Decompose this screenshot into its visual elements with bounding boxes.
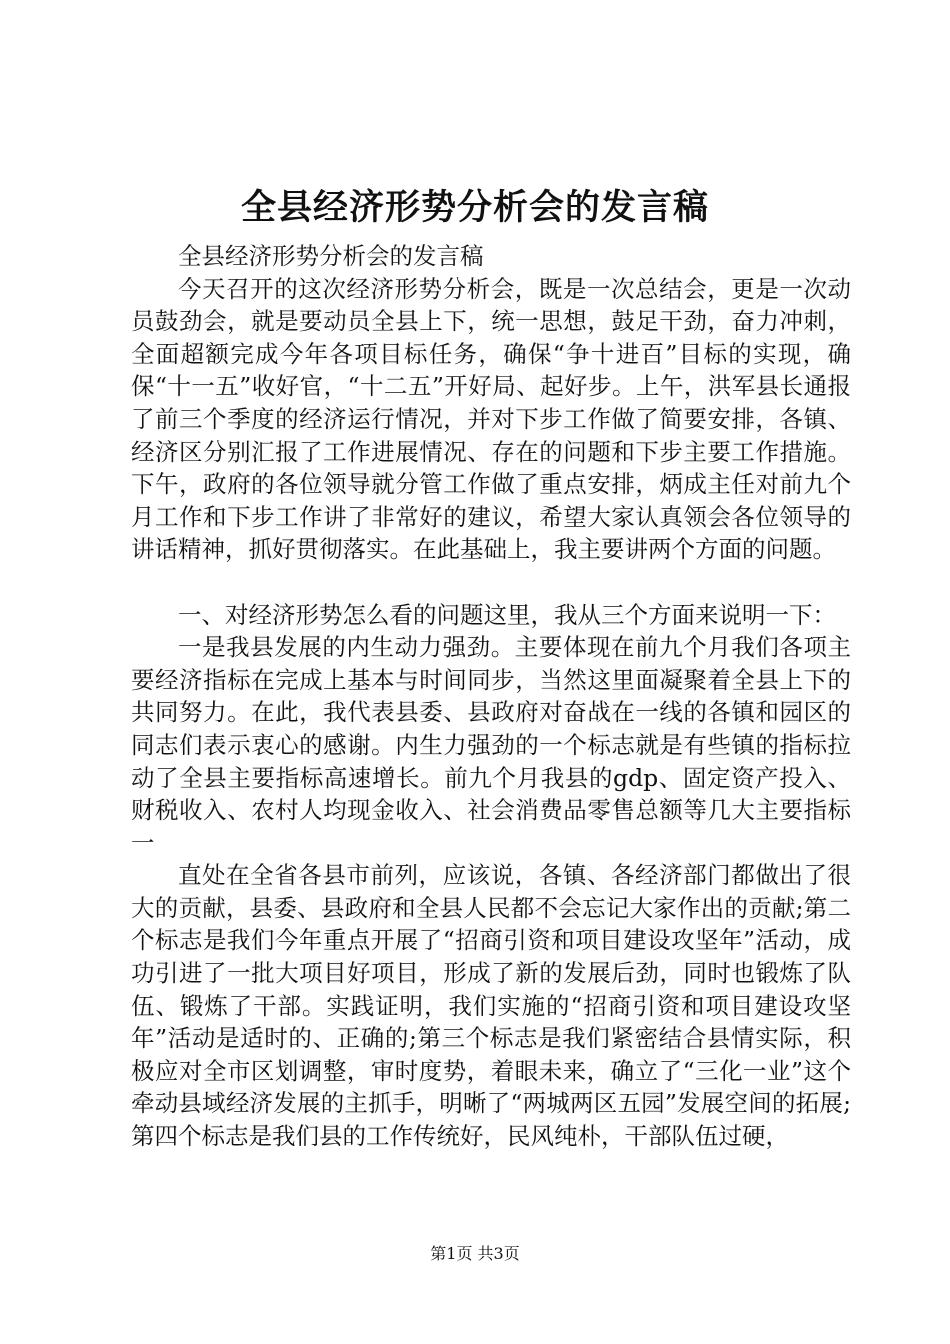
document-subtitle: 全县经济形势分析会的发言稿 [178, 242, 484, 270]
paragraph-point-1-continued: 直处在全省各县市前列，应该说，各镇、各经济部门都做出了很大的贡献，县委、县政府和全县人民都不会忘记大家作出的贡献;第二个标志是我们今年重点开展了“招商引资和项目建设攻坚年”活动，成功引进了一批大项目好项目，形成了新的发展后劲，同时也锻炼了队伍、锻炼了干部。实践证明，我们实施的“招商引资和项目建设攻坚年”活动是适时的、正确的;第三个标志是我们紧密结合县情实际，积极应对全市区划调整，审时度势，着眼未来，确立了“三化一业”这个牵动县域经济发展的主抓手，明晰了“两城两区五园”发展空间的拓展;第四个标志是我们县的工作传统好，民风纯朴，干部队伍过硬， [131, 861, 851, 1151]
section-heading-1: 一、对经济形势怎么看的问题这里，我从三个方面来说明一下： [178, 600, 836, 629]
page-title: 全县经济形势分析会的发言稿 [240, 187, 709, 228]
paragraph-intro: 今天召开的这次经济形势分析会，既是一次总结会，更是一次动员鼓劲会，就是要动员全县上下，统一思想，鼓足干劲，奋力冲刺，全面超额完成今年各项目标任务，确保“争十进百”目标的实现，确保“十一五”收好官，“十二五”开好局、起好步。上午，洪军县长通报了前三个季度的经济运行情况，并对下步工作做了简要安排，各镇、经济区分别汇报了工作进展情况、存在的问题和下步主要工作措施。下午，政府的各位领导就分管工作做了重点安排，炳成主任对前九个月工作和下步工作讲了非常好的建议，希望大家认真领会各位领导的讲话精神，抓好贯彻落实。在此基础上，我主要讲两个方面的问题。 [131, 274, 851, 564]
paragraph-point-1: 一是我县发展的内生动力强劲。主要体现在前九个月我们各项主要经济指标在完成上基本与时间同步，当然这里面凝聚着全县上下的共同努力。在此，我代表县委、县政府对奋战在一线的各镇和园区的同志们表示衷心的感谢。内生力强劲的一个标志就是有些镇的指标拉动了全县主要指标高速增长。前九个月我县的gdp、固定资产投入、财税收入、农村人均现金收入、社会消费品零售总额等几大主要指标一 [131, 633, 851, 857]
document-body [131, 240, 851, 1153]
page-number: 第1页 共3页 [430, 1244, 520, 1263]
